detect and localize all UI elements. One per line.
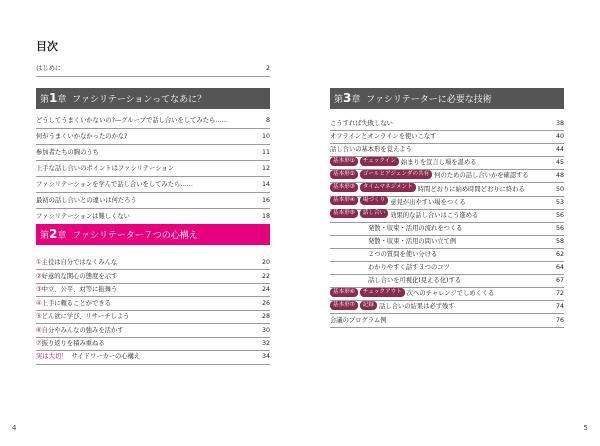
entry-label: 参加者たちの胸のうち [36,149,99,156]
entry-label: 最初の話し合いとの違いは何だろう [36,197,137,204]
toc-entry[interactable] [330,300,564,314]
toc-entry[interactable] [36,283,270,297]
toc-entry[interactable] [330,261,564,275]
entry-page: 44 [555,146,564,154]
entry-label: ２つの質問を使い分ける [368,251,438,258]
entry-text [330,209,478,223]
toc-entry[interactable] [330,287,564,301]
entry-page: 67 [555,277,564,285]
section-tag: 話し合い [360,209,388,218]
entry-page: 72 [555,290,564,298]
chapter-title: ファシリテーター７つの心構え [72,231,198,241]
entry-page: 12 [261,165,270,172]
section-tag: 場づくり [360,196,388,205]
entry-label: 話し合いを可視化(見える化)する [368,277,462,285]
toc-entry[interactable] [330,274,564,288]
entry-text [330,196,466,210]
entry-page: 28 [261,313,270,320]
divider [36,76,270,77]
entry-page: 8 [265,117,270,124]
divider [36,176,270,177]
section-tag: ゴールとアジェンダの共有 [360,170,432,179]
toc-entry[interactable] [36,256,270,270]
toc-entry[interactable] [36,337,270,351]
toc-entry[interactable] [330,235,564,249]
entry-text [330,143,412,157]
entry-number: ⑦ [36,340,42,347]
entry-page: 58 [555,237,564,245]
basic-form-badge: 基本形⑥ [330,288,358,297]
basic-form-badge: 基本形③ [330,183,358,192]
entry-text [330,169,529,183]
entry-page: 56 [555,211,564,219]
entry-number: ③ [36,286,42,293]
toc-entry[interactable] [36,324,270,338]
page-number-right: 5 [583,424,588,432]
entry-text [330,156,476,170]
entry-label: 主役は自分ではなくみんな [41,259,118,266]
entry-page: 20 [261,259,270,266]
section-tag: タイムマネジメント [360,183,416,192]
entry-page: 30 [261,326,270,334]
entry-text [368,248,437,262]
entry-label: わかりやすく話す３つのコツ [368,264,450,272]
entry-page: 48 [555,172,564,180]
toc-entry[interactable] [330,143,564,157]
chapter-suffix: 章 [57,95,67,105]
chapter-prefix: 第 [334,95,344,105]
toc-entry[interactable] [330,248,564,262]
basic-form-badge: 基本形① [330,157,358,166]
toc-entry[interactable] [330,156,564,170]
entry-page: 40 [555,133,564,141]
highlight-label: 実は大切！ [36,353,68,360]
entry-page: 14 [261,181,270,188]
entry-label: 発散・収束・活用の問い立て例 [368,237,457,245]
divider [36,144,270,145]
entry-text [368,261,450,275]
chapter-suffix: 章 [351,95,361,105]
entry-label: ファシリテーションを学んで話し合いをしてみたら…… [36,181,193,188]
entry-number: ⑥ [36,326,42,334]
entry-page: 24 [261,286,270,293]
entry-label: 次へのチャレンジでしめくくる [406,290,495,298]
entry-label: 好意的な関心の態度を示す [41,272,118,280]
entry-label: こうすれば失敗しない [330,120,393,127]
entry-number: ④ [36,299,42,307]
entry-label: 発散・収束・活用の流れをつくる [368,224,463,232]
divider [330,327,564,328]
basic-form-badge: 基本形⑤ [330,209,358,218]
entry-text [36,270,117,284]
entry-label: どうしてうまくいかないの?―グループで話し合いをしてみたら…… [36,117,228,124]
page-title: 目次 [36,40,58,53]
entry-label: 上手に頼ることができる [41,299,111,307]
chapter-number: 1 [49,91,58,105]
chapter-title: ファシリテーターに必要な技術 [366,95,492,105]
toc-entry[interactable] [330,130,564,144]
chapter-number: 2 [49,227,58,241]
toc-entry[interactable] [330,169,564,183]
toc-entry[interactable] [36,114,270,128]
entry-text [330,287,494,301]
chapter-number: 3 [343,91,352,105]
entry-label: 何がうまくいかなかったのかな? [36,133,128,140]
divider [36,128,270,129]
entry-label: 自分やみんなの強みを活かす [41,326,124,334]
entry-page: 16 [261,197,270,204]
entry-page: 50 [555,185,564,193]
entry-text [368,274,461,288]
entry-number: ① [36,259,42,266]
entry-label: サイドワーカーの心構え [71,353,141,360]
entry-text [368,222,462,236]
toc-entry[interactable] [36,210,270,224]
toc-entry[interactable] [330,222,564,236]
section-tag: チェックアウト [360,288,405,297]
entry-page: 62 [555,251,564,258]
entry-label: どん欲に学び、リサーチしよう [41,313,130,320]
page-number-left: 4 [12,424,17,432]
chapter-1-banner[interactable] [36,88,270,109]
entry-text [36,283,117,297]
toc-entry[interactable] [330,183,564,197]
toc-entry-sideworker[interactable] [36,350,270,364]
entry-page: 22 [261,272,270,280]
entry-text [368,235,456,249]
toc-entry-intro[interactable] [36,62,270,76]
chapter-suffix: 章 [57,231,67,241]
entry-text [330,183,525,197]
toc-entry[interactable] [330,117,564,131]
entry-label: 時間どおりに始め時間どおりに終わる [417,185,525,193]
basic-form-badge: 基本形④ [330,196,358,205]
entry-number: ⑤ [36,313,42,320]
entry-page: 64 [555,264,564,272]
chapter-prefix: 第 [40,95,50,105]
chapter-2-banner[interactable] [36,224,270,245]
divider [36,208,270,209]
toc-entry[interactable] [330,314,564,328]
entry-page: 74 [555,303,564,311]
entry-page: 38 [555,120,564,127]
entry-text [36,310,129,324]
toc-entry[interactable] [36,194,270,208]
entry-page: 2 [265,65,270,72]
entry-page: 26 [261,299,270,307]
entry-page: 34 [261,353,270,360]
entry-text [330,314,387,328]
divider [36,364,270,365]
entry-text [36,297,111,311]
entry-label: オフラインとオンラインを使いこなす [330,133,437,141]
entry-page: 56 [555,224,564,232]
divider [36,192,270,193]
entry-page: 45 [555,159,564,167]
toc-entry[interactable] [36,162,270,176]
toc-entry[interactable] [36,270,270,284]
entry-label: 振り返りを積み重ねる [41,340,105,347]
section-tag: 記録 [360,301,377,310]
chapter-title: ファシリテーションってなあに？ [72,95,207,105]
basic-form-badge: 基本形⑦ [330,301,358,310]
entry-text [36,324,124,338]
entry-label: 会議のプログラム例 [330,316,387,324]
basic-form-badge: 基本形② [330,170,358,179]
toc-entry[interactable] [330,209,564,223]
entry-label: 話し合いの基本形を覚えよう [330,146,412,154]
chapter-3-banner[interactable] [330,88,564,109]
toc-entry[interactable] [36,310,270,324]
entry-label: 意見が出やすい場をつくる [390,198,466,206]
entry-text [330,130,436,144]
entry-text [330,117,393,131]
toc-entry[interactable] [36,130,270,144]
entry-text [330,300,455,314]
entry-label: 効果的な話し合いはこう進める [390,211,479,219]
entry-label: ファシリテーションは難しくない [36,213,130,220]
toc-entry[interactable] [36,146,270,160]
entry-text [36,337,105,351]
toc-entry[interactable] [36,297,270,311]
toc-entry[interactable] [36,178,270,192]
entry-page: 18 [261,213,270,220]
entry-label: 上手な話し合いのポイントはファシリテーション [36,165,175,172]
entry-label: 何のための話し合いかを確認する [434,172,529,180]
divider [36,160,270,161]
entry-page: 76 [555,316,564,324]
entry-page: 11 [261,149,270,156]
entry-label: 始まりを宣言し場を温める [400,159,477,167]
entry-page: 53 [555,198,564,206]
entry-page: 32 [261,340,270,347]
entry-label: 話し合いの結果は必ず残す [379,303,455,311]
toc-entry[interactable] [330,196,564,210]
section-tag: チェックイン [360,157,399,166]
entry-label: はじめに [36,65,62,72]
entry-number: ② [36,272,42,280]
entry-label: 中立、公平、対等に振舞う [41,286,118,293]
entry-page: 10 [261,133,270,140]
entry-text [36,256,117,270]
chapter-prefix: 第 [40,231,50,241]
